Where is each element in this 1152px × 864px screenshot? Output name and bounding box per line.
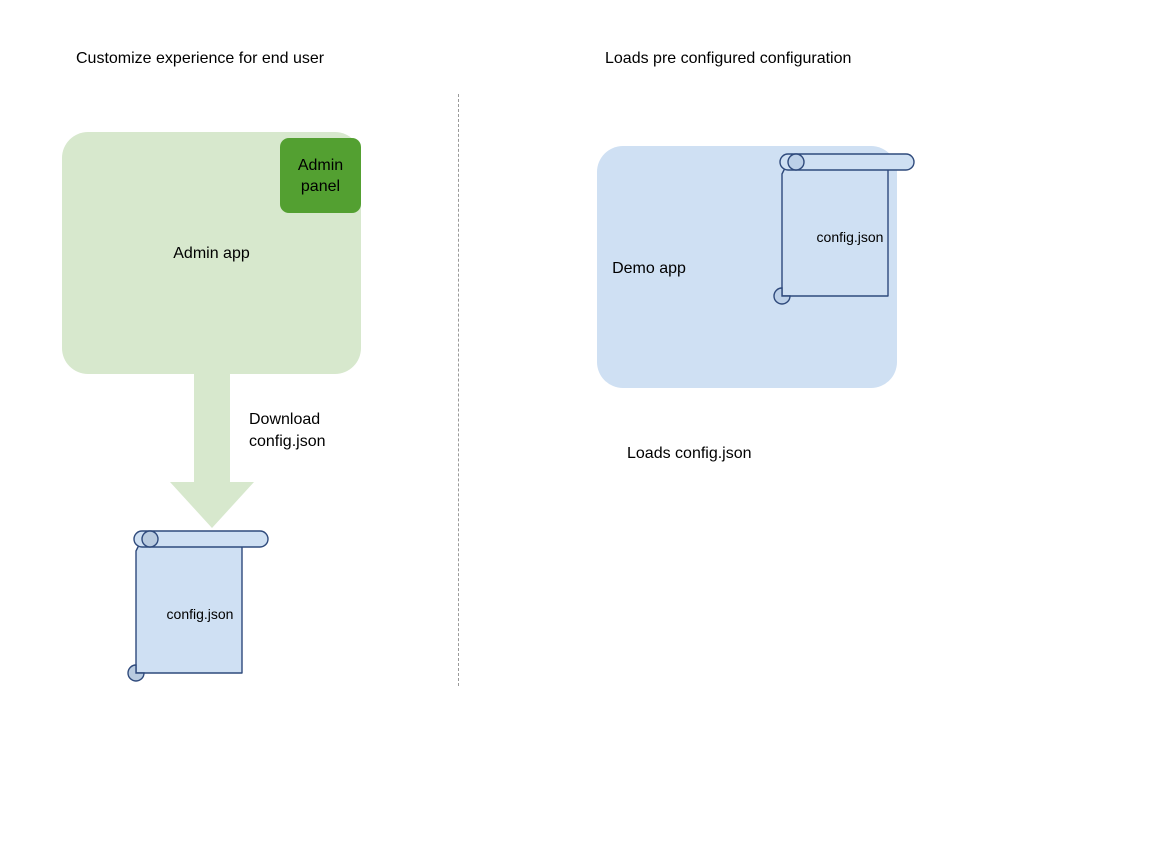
demo-app-label: Demo app [612,260,686,277]
admin-panel-label-line1: Admin [297,156,344,174]
config-file-left-label: config.json [166,606,234,622]
admin-panel-box[interactable] [280,138,361,213]
download-arrow-label-line2: config.json [249,433,326,450]
config-file-right [768,150,908,310]
admin-app-label: Admin app [173,245,250,262]
vertical-divider [458,94,459,686]
admin-panel-label [298,155,343,197]
config-file-right-label: config.json [816,229,884,245]
heading-left: Customize experience for end user [76,50,325,67]
admin-panel-label-line2: panel [300,177,341,195]
download-arrow-label-line1: Download [249,411,321,428]
heading-right: Loads pre configured configuration [605,50,852,67]
loads-config-caption: Loads config.json [627,445,752,462]
config-file-left [122,527,262,687]
download-arrow-icon [168,370,256,530]
download-arrow-label [249,409,326,453]
